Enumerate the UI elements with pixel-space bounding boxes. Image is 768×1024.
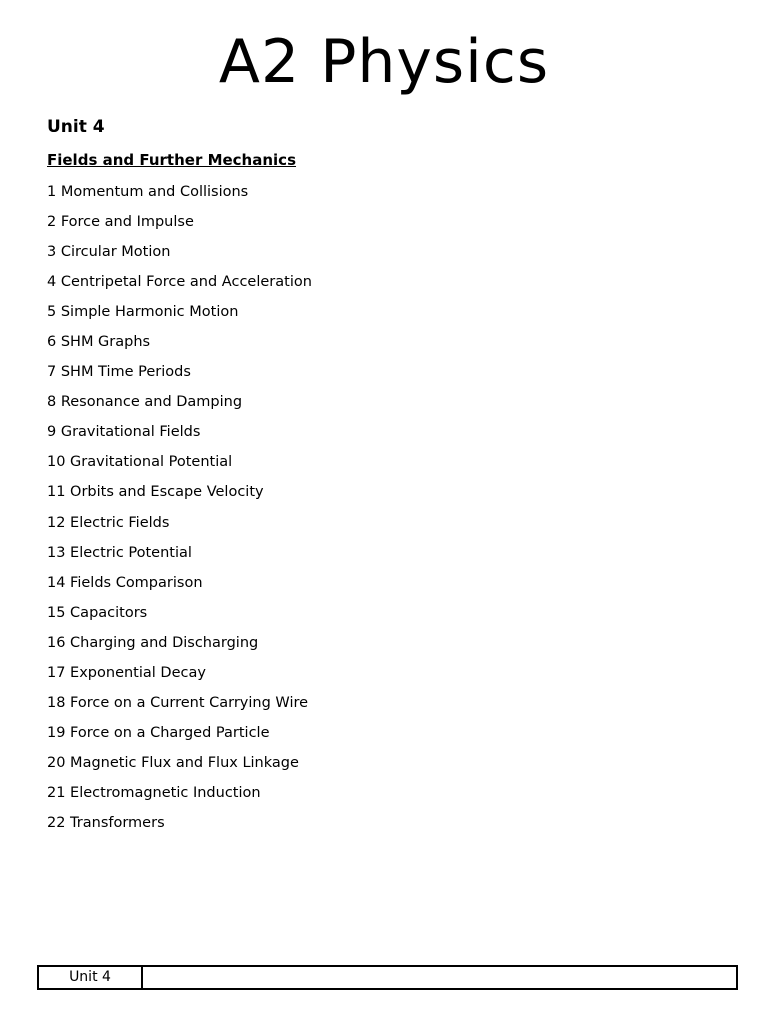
list-item: 21 Electromagnetic Induction xyxy=(47,784,261,801)
unit-heading: Unit 4 xyxy=(47,117,105,137)
list-item: 4 Centripetal Force and Acceleration xyxy=(47,274,312,291)
list-item: 17 Exponential Decay xyxy=(47,664,206,681)
list-item: 6 SHM Graphs xyxy=(47,334,151,351)
list-item: 15 Capacitors xyxy=(47,604,148,621)
list-item: 19 Force on a Charged Particle xyxy=(47,724,270,741)
list-item: 16 Charging and Discharging xyxy=(47,634,259,651)
list-item: 22 Transformers xyxy=(47,814,165,831)
list-item: 12 Electric Fields xyxy=(47,514,170,531)
footer-table xyxy=(37,965,738,990)
section-heading: Fields and Further Mechanics xyxy=(47,151,297,169)
list-item: 18 Force on a Current Carrying Wire xyxy=(47,694,309,711)
list-item: 20 Magnetic Flux and Flux Linkage xyxy=(47,754,299,771)
footer-label: Unit 4 xyxy=(39,967,143,988)
topic-list xyxy=(47,181,312,842)
list-item: 14 Fields Comparison xyxy=(47,574,203,591)
list-item: 13 Electric Potential xyxy=(47,544,192,561)
list-item: 9 Gravitational Fields xyxy=(47,424,201,441)
list-item: 1 Momentum and Collisions xyxy=(47,184,249,200)
list-item: 7 SHM Time Periods xyxy=(47,364,191,381)
footer-empty-cell xyxy=(143,967,736,988)
list-item: 8 Resonance and Damping xyxy=(47,394,243,411)
list-item: 11 Orbits and Escape Velocity xyxy=(47,484,264,501)
list-item: 5 Simple Harmonic Motion xyxy=(47,304,239,321)
list-item: 10 Gravitational Potential xyxy=(47,454,233,471)
list-item: 3 Circular Motion xyxy=(47,244,171,261)
list-item: 2 Force and Impulse xyxy=(47,214,194,231)
page-title: A2 Physics xyxy=(218,27,550,97)
